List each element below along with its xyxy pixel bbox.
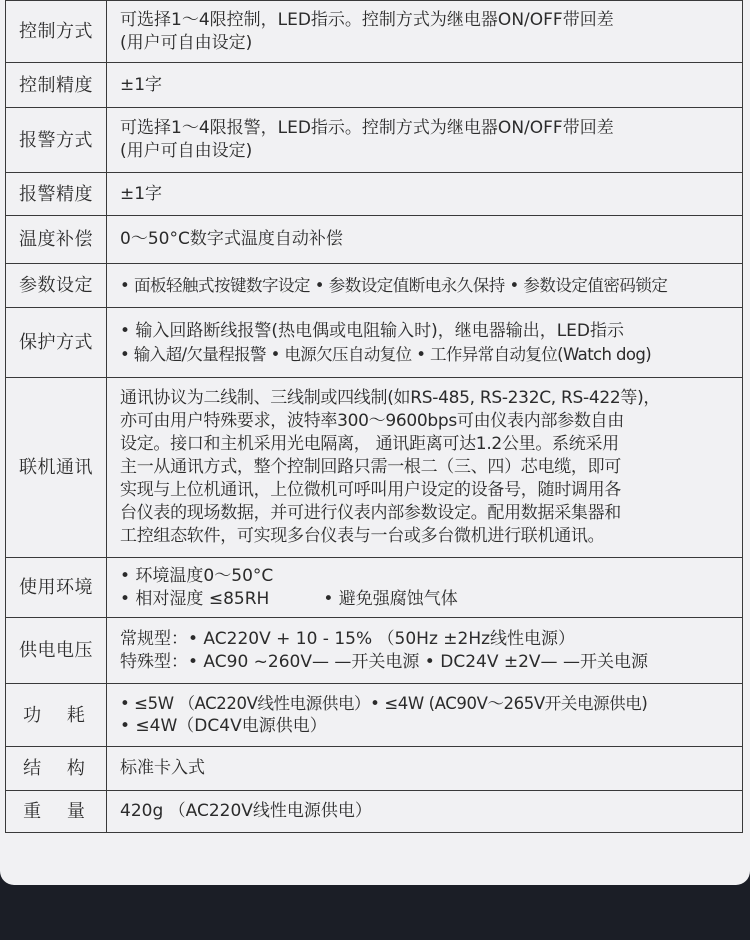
value-line: 0～50°C数字式温度自动补偿 [120, 229, 343, 249]
value-line: 420g （AC220V线性电源供电） [120, 801, 372, 821]
value-line: 常规型：• AC220V + 10 - 15% （50Hz ±2Hz线性电源） [120, 628, 576, 649]
value-line: 通讯协议为二线制、三线制或四线制(如RS-485, RS-232C, RS-422等)， [120, 388, 661, 408]
table-row-temperature-compensation [6, 216, 743, 264]
row-label: 联机通讯 [6, 378, 107, 558]
row-value [107, 791, 743, 833]
value-line: 亦可由用户特殊要求，波特率300～9600bps可由仪表内部参数自由 [120, 411, 624, 431]
row-label: 保护方式 [6, 308, 107, 378]
row-value [107, 63, 743, 108]
row-label: 报警方式 [6, 108, 107, 173]
table-row-environment [6, 558, 743, 618]
row-value [107, 618, 743, 684]
value-line: (用户可自由设定) [120, 32, 253, 53]
value-line: 实现与上位机通讯，上位微机可呼叫用户设定的设备号，随时调用各 [120, 480, 621, 500]
row-value [107, 747, 743, 791]
row-value [107, 308, 743, 378]
value-line: • 面板轻触式按键数字设定 • 参数设定值断电永久保持 • 参数设定值密码锁定 [120, 276, 668, 295]
bottom-dark-band [0, 885, 750, 940]
value-line: ±1字 [120, 183, 163, 204]
row-label: 控制方式 [6, 1, 107, 63]
value-line: ±1字 [120, 74, 163, 95]
row-label: 控制精度 [6, 63, 107, 108]
row-label: 使用环境 [6, 558, 107, 618]
value-line: 主一从通讯方式，整个控制回路只需一根二（三、四）芯电缆，即可 [120, 457, 621, 477]
table-row-protection-mode [6, 308, 743, 378]
row-label: 温度补偿 [6, 216, 107, 264]
row-value [107, 1, 743, 63]
value-line: 特殊型：• AC90 ~260V— —开关电源 • DC24V ±2V— —开关电源 [120, 651, 648, 672]
row-value [107, 378, 743, 558]
value-line: • 环境温度0～50°C [120, 565, 274, 586]
value-line: 可选择1～4限控制，LED指示。控制方式为继电器ON/OFF带回差 [120, 9, 614, 30]
row-label: 供电电压 [6, 618, 107, 684]
row-value [107, 173, 743, 216]
row-label: 结 构 [6, 747, 107, 791]
row-label: 报警精度 [6, 173, 107, 216]
value-line: 可选择1～4限报警，LED指示。控制方式为继电器ON/OFF带回差 [120, 118, 614, 138]
value-line: (用户可自由设定) [120, 141, 253, 161]
table-row-control-precision [6, 63, 743, 108]
value-line: • 输入回路断线报警(热电偶或电阻输入时)，继电器输出，LED指示 [120, 320, 624, 341]
value-line: • ≤4W（DC4V电源供电） [120, 716, 327, 736]
value-line: 标准卡入式 [120, 758, 205, 778]
table-row-control-mode [6, 1, 743, 63]
row-value [107, 684, 743, 747]
row-value [107, 558, 743, 618]
row-label: 重 量 [6, 791, 107, 833]
value-line: • 相对湿度 ≤85RH • 避免强腐蚀气体 [120, 588, 458, 609]
row-label: 参数设定 [6, 264, 107, 308]
spec-table [5, 0, 743, 833]
row-value [107, 216, 743, 264]
table-row-weight [6, 791, 743, 833]
table-row-alarm-mode [6, 108, 743, 173]
row-label: 功 耗 [6, 684, 107, 747]
table-row-power-consumption [6, 684, 743, 747]
table-row-structure [6, 747, 743, 791]
table-row-communication [6, 378, 743, 558]
value-line: 台仪表的现场数据，并可进行仪表内部参数设定。配用数据采集器和 [120, 503, 621, 523]
table-row-parameter-setting [6, 264, 743, 308]
table-row-supply-voltage [6, 618, 743, 684]
row-value [107, 264, 743, 308]
table-row-alarm-precision [6, 173, 743, 216]
value-line: 工控组态软件，可实现多台仪表与一台或多台微机进行联机通讯。 [120, 526, 605, 546]
value-line: 设定。接口和主机采用光电隔离， 通讯距离可达1.2公里。系统采用 [120, 434, 619, 454]
value-line: • 输入超/欠量程报警 • 电源欠压自动复位 • 工作异常自动复位(Watch dog) [120, 344, 652, 364]
value-line: • ≤5W （AC220V线性电源供电）• ≤4W (AC90V～265V开关电源供电) [120, 694, 648, 713]
row-value [107, 108, 743, 173]
